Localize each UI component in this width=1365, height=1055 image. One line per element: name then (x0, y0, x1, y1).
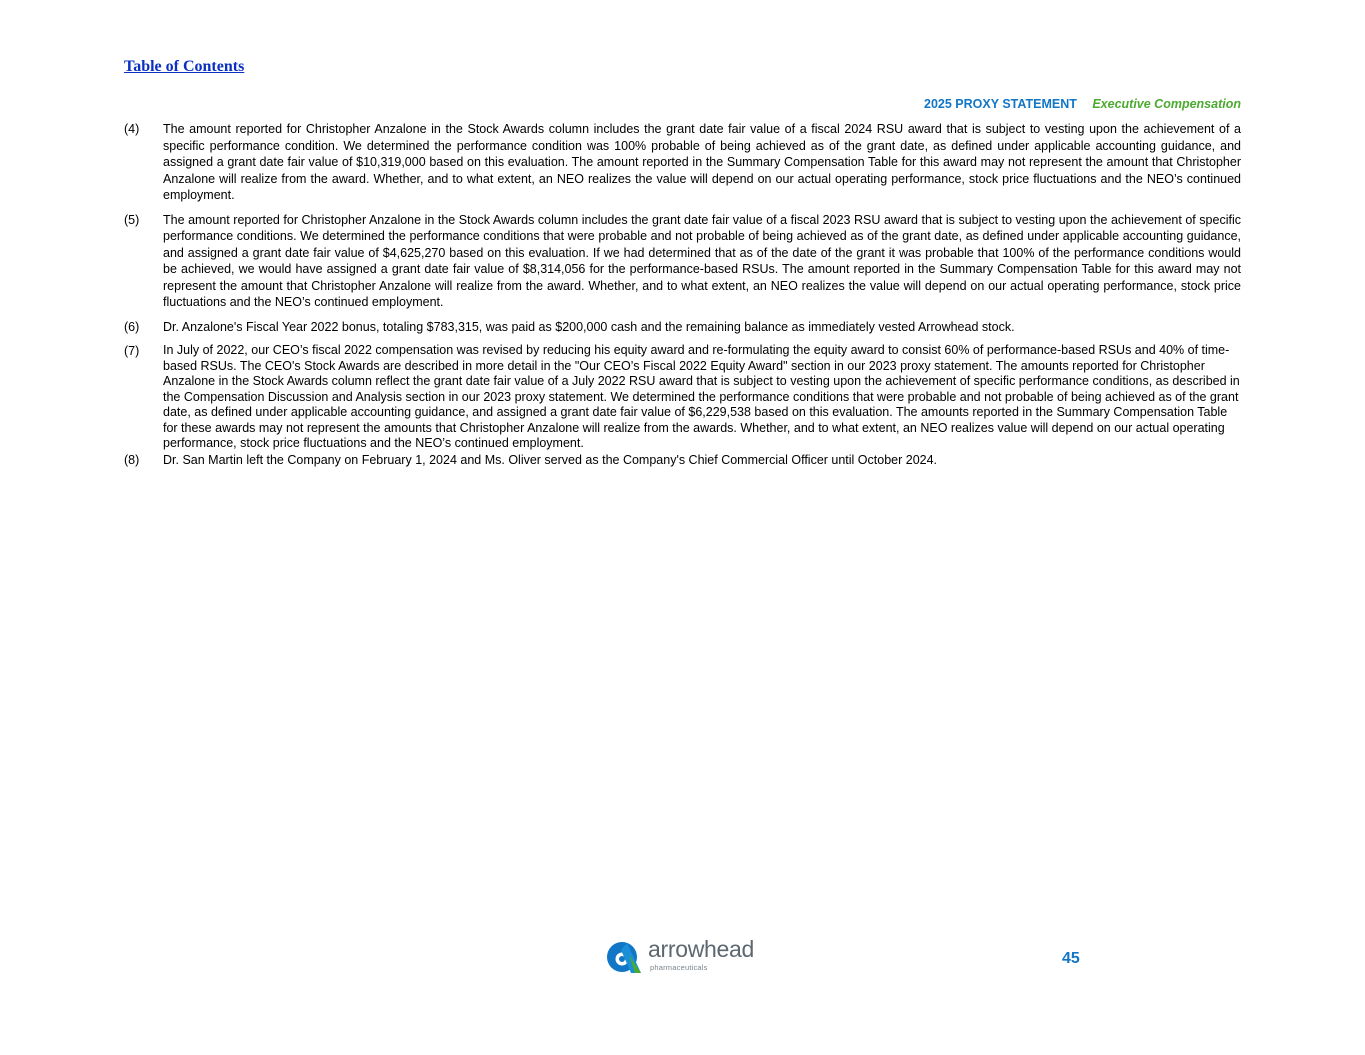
logo-wordmark: arrowhead (648, 936, 754, 962)
footnote-6 (124, 319, 1241, 336)
header-section-title: Executive Compensation (1092, 97, 1241, 111)
table-of-contents-link[interactable]: Table of Contents (124, 58, 245, 75)
footnote-number: (7) (124, 344, 140, 358)
footnote-number: (4) (124, 122, 140, 136)
footnote-7 (124, 343, 1241, 452)
arrowhead-logo (607, 936, 759, 974)
footnote-text: In July of 2022, our CEO’s fiscal 2022 compensation was revised by reducing his equity award and re-formulating the equity award to consist 60% of performance-based RSUs and 40% of time-based RSUs. The CEO's Stock Awards are described in more detail in the "Our CEO’s Fiscal 2022 Equity Award" section in our 2023 proxy statement. The amounts reported for Christopher Anzalone in the Stock Awards column reflect the grant date fair value of a July 2022 RSU award that is subject to vesting upon the achievement of specific performance conditions, as described in the Compensation Discussion and Analysis section in our 2023 proxy statement. We determined the performance conditions that were probable and not probable of being achieved as of the grant date, as defined under applicable accounting guidance, and assigned a grant date fair value of $6,229,538 based on this evaluation. The amounts reported in the Summary Compensation Table for these awards may not represent the amounts that Christopher Anzalone will realize from the awards. Whether, and to what extent, an NEO realizes value will depend on our actual operating performance, stock price fluctuations and the NEO’s continued employment. (163, 343, 1240, 450)
footnote-8 (124, 452, 1241, 469)
logo-subtitle: pharmaceuticals (650, 963, 708, 972)
page-header (924, 97, 1241, 111)
page-number: 45 (1062, 950, 1080, 967)
footnote-text: The amount reported for Christopher Anzalone in the Stock Awards column includes the grant date fair value of a fiscal 2023 RSU award that is subject to vesting upon the achievement of specific performance conditions. We determined the performance conditions that were probable and not probable of being achieved as of the grant date, as defined under applicable accounting guidance, and assigned a grant date fair value of $4,625,270 based on this evaluation. If we had determined that as of the date of the grant it was probable that 100% of the performance conditions would be achieved, we would have assigned a grant date fair value of $8,314,056 for the performance-based RSUs. The amount reported in the Summary Compensation Table for this award may not represent the amount that Christopher Anzalone will realize from the award. Whether, and to what extent, an NEO realizes the value will depend on our actual operating performance, stock price fluctuations and the NEO’s continued employment. (163, 212, 1241, 309)
footnote-number: (6) (124, 319, 140, 334)
footnote-text: Dr. San Martin left the Company on February 1, 2024 and Ms. Oliver served as the Company's Chief Commercial Officer until October 2024. (163, 452, 938, 467)
header-proxy-statement: 2025 PROXY STATEMENT (924, 97, 1077, 111)
footnote-5 (124, 212, 1241, 311)
footnote-number: (5) (124, 212, 140, 227)
footnote-4 (124, 121, 1241, 204)
footnote-text: The amount reported for Christopher Anzalone in the Stock Awards column includes the grant date fair value of a fiscal 2024 RSU award that is subject to vesting upon the achievement of a specific performance condition. We determined the performance condition was 100% probable of being achieved as of the grant date, as defined under applicable accounting guidance, and assigned a grant date fair value of $10,319,000 based on this evaluation. The amount reported in the Summary Compensation Table for this award may not represent the amount that Christopher Anzalone will realize from the award. Whether, and to what extent, an NEO realizes the value will depend on our actual operating performance, stock price fluctuations and the NEO’s continued employment. (163, 122, 1241, 202)
arrowhead-logo-mark-icon (607, 941, 641, 973)
footnote-text: Dr. Anzalone's Fiscal Year 2022 bonus, totaling $783,315, was paid as $200,000 cash and the remaining balance as immediately vested Arrowhead stock. (163, 319, 1015, 334)
footnotes-list (124, 121, 1241, 476)
footnote-number: (8) (124, 452, 140, 467)
